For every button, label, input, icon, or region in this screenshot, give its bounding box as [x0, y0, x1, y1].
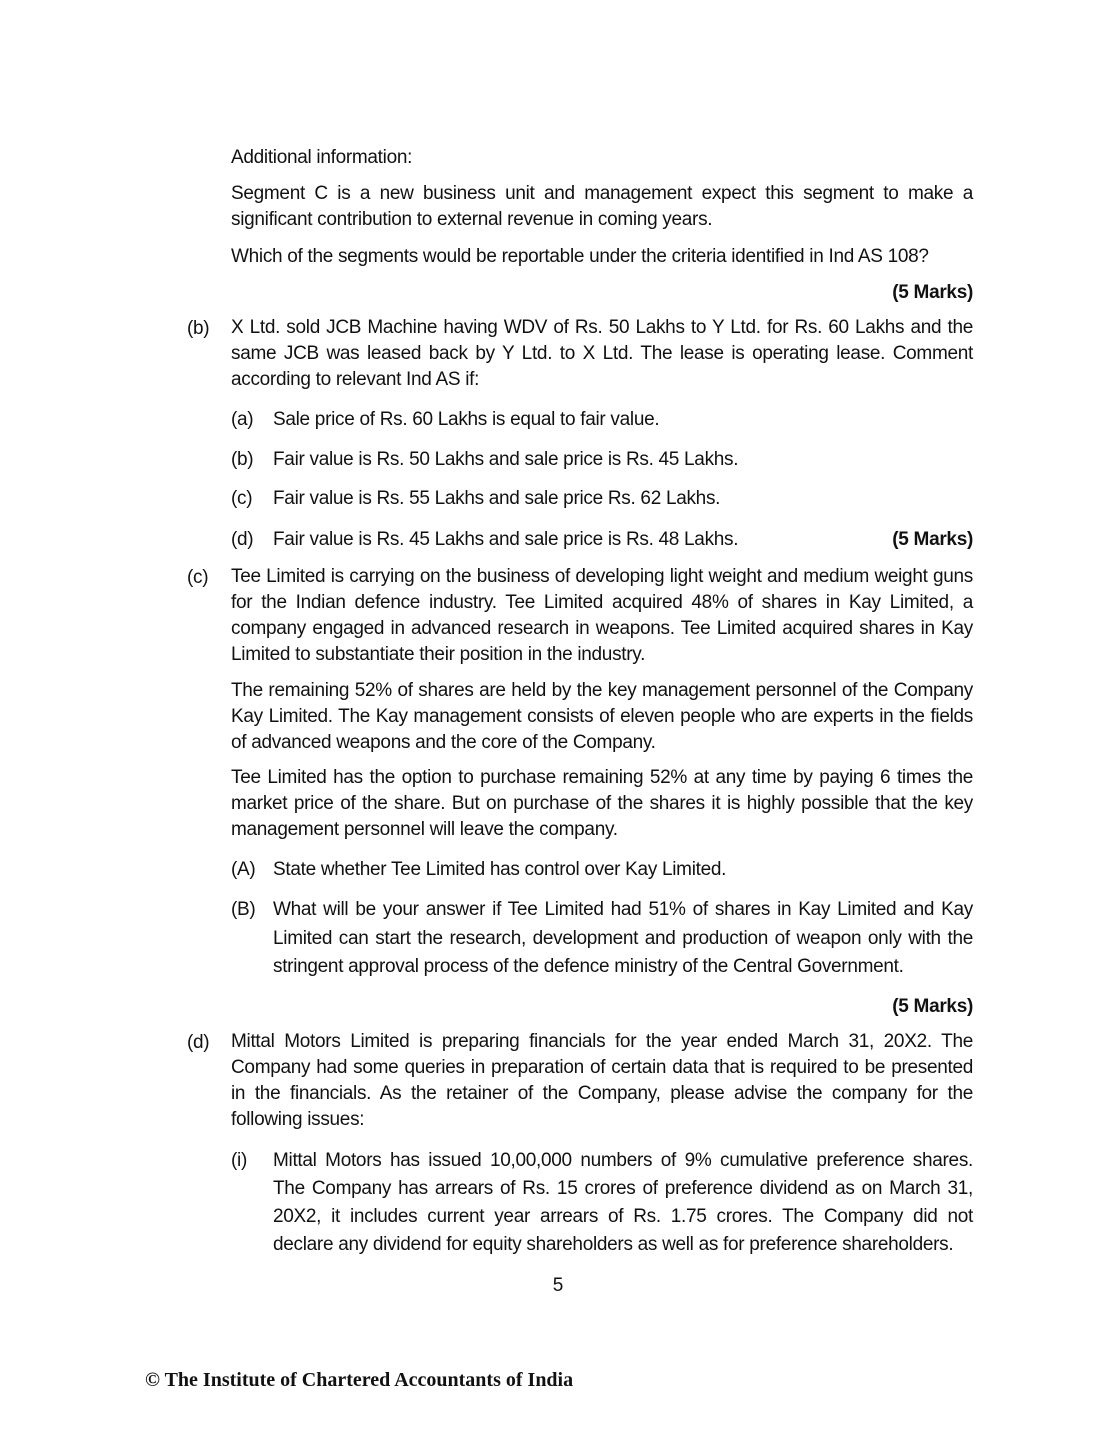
part-d-label: (d) [187, 1032, 210, 1053]
marks-part-c: (5 Marks) [892, 996, 973, 1017]
part-c-item-B-label: (B) [231, 899, 256, 920]
part-d-item-i-label: (i) [231, 1150, 247, 1171]
page-number: 5 [552, 1275, 564, 1296]
part-b-item-b-text: Fair value is Rs. 50 Lakhs and sale price is Rs. 45 Lakhs. [273, 449, 739, 470]
part-b-label: (b) [187, 318, 210, 339]
part-d-paragraph: Mittal Motors Limited is preparing financials for the year ended March 31, 20X2. The Company had some queries in preparation of certain data that is required to be presented in the financials. As the retainer of the Company, please advise the company for the following issues: [231, 1031, 973, 1130]
part-c-paragraph-2: The remaining 52% of shares are held by the key management personnel of the Company Kay Limited. The Kay management consists of eleven people who are experts in the fields of advanced weapons and the core of the Company. [231, 680, 973, 753]
part-d-item-i-text: Mittal Motors has issued 10,00,000 numbers of 9% cumulative preference shares. The Company has arrears of Rs. 15 crores of preference dividend as on March 31, 20X2, it includes current year arrears of Rs. 1.75 crores. The Company did not declare any dividend for equity shareholders as well as for preference shareholders. [273, 1150, 973, 1255]
part-b-paragraph: X Ltd. sold JCB Machine having WDV of Rs. 50 Lakhs to Y Ltd. for Rs. 60 Lakhs and the same JCB was leased back by Y Ltd. to X Ltd. The lease is operating lease. Comment according to relevant Ind AS if: [231, 317, 973, 390]
part-c-paragraph-1: Tee Limited is carrying on the business of developing light weight and medium weight guns for the Indian defence industry. Tee Limited acquired 48% of shares in Kay Limited, a company engaged in advanced research in weapons. Tee Limited acquired shares in Kay Limited to substantiate their position in the industry. [231, 566, 973, 665]
part-c-item-A-label: (A) [231, 859, 256, 880]
part-c-item-A-text: State whether Tee Limited has control over Kay Limited. [273, 859, 727, 880]
reportable-segments-question: Which of the segments would be reportable under the criteria identified in Ind AS 108? [231, 246, 929, 267]
part-c-item-B-text: What will be your answer if Tee Limited had 51% of shares in Kay Limited and Kay Limited can start the research, development and production of weapon only with the stringent approval process of the defence ministry of the Central Government. [273, 899, 973, 977]
footer-copyright: © The Institute of Chartered Accountants of India [145, 1369, 574, 1391]
part-c-paragraph-3: Tee Limited has the option to purchase remaining 52% at any time by paying 6 times the market price of the share. But on purchase of the shares it is highly possible that the key management personnel will leave the company. [231, 767, 973, 840]
part-b-item-d-label: (d) [231, 529, 254, 550]
marks-part-a: (5 Marks) [892, 282, 973, 303]
part-b-item-a-text: Sale price of Rs. 60 Lakhs is equal to fair value. [273, 409, 660, 430]
additional-info-heading: Additional information: [231, 147, 413, 168]
part-b-item-c-label: (c) [231, 488, 253, 509]
marks-part-b: (5 Marks) [892, 529, 973, 550]
part-b-item-b-label: (b) [231, 449, 254, 470]
part-b-item-a-label: (a) [231, 409, 254, 430]
part-b-item-d-text: Fair value is Rs. 45 Lakhs and sale price is Rs. 48 Lakhs. [273, 529, 739, 550]
part-b-item-c-text: Fair value is Rs. 55 Lakhs and sale price Rs. 62 Lakhs. [273, 488, 721, 509]
part-c-label: (c) [187, 567, 209, 588]
segment-c-paragraph: Segment C is a new business unit and management expect this segment to make a significant contribution to external revenue in coming years. [231, 183, 973, 230]
